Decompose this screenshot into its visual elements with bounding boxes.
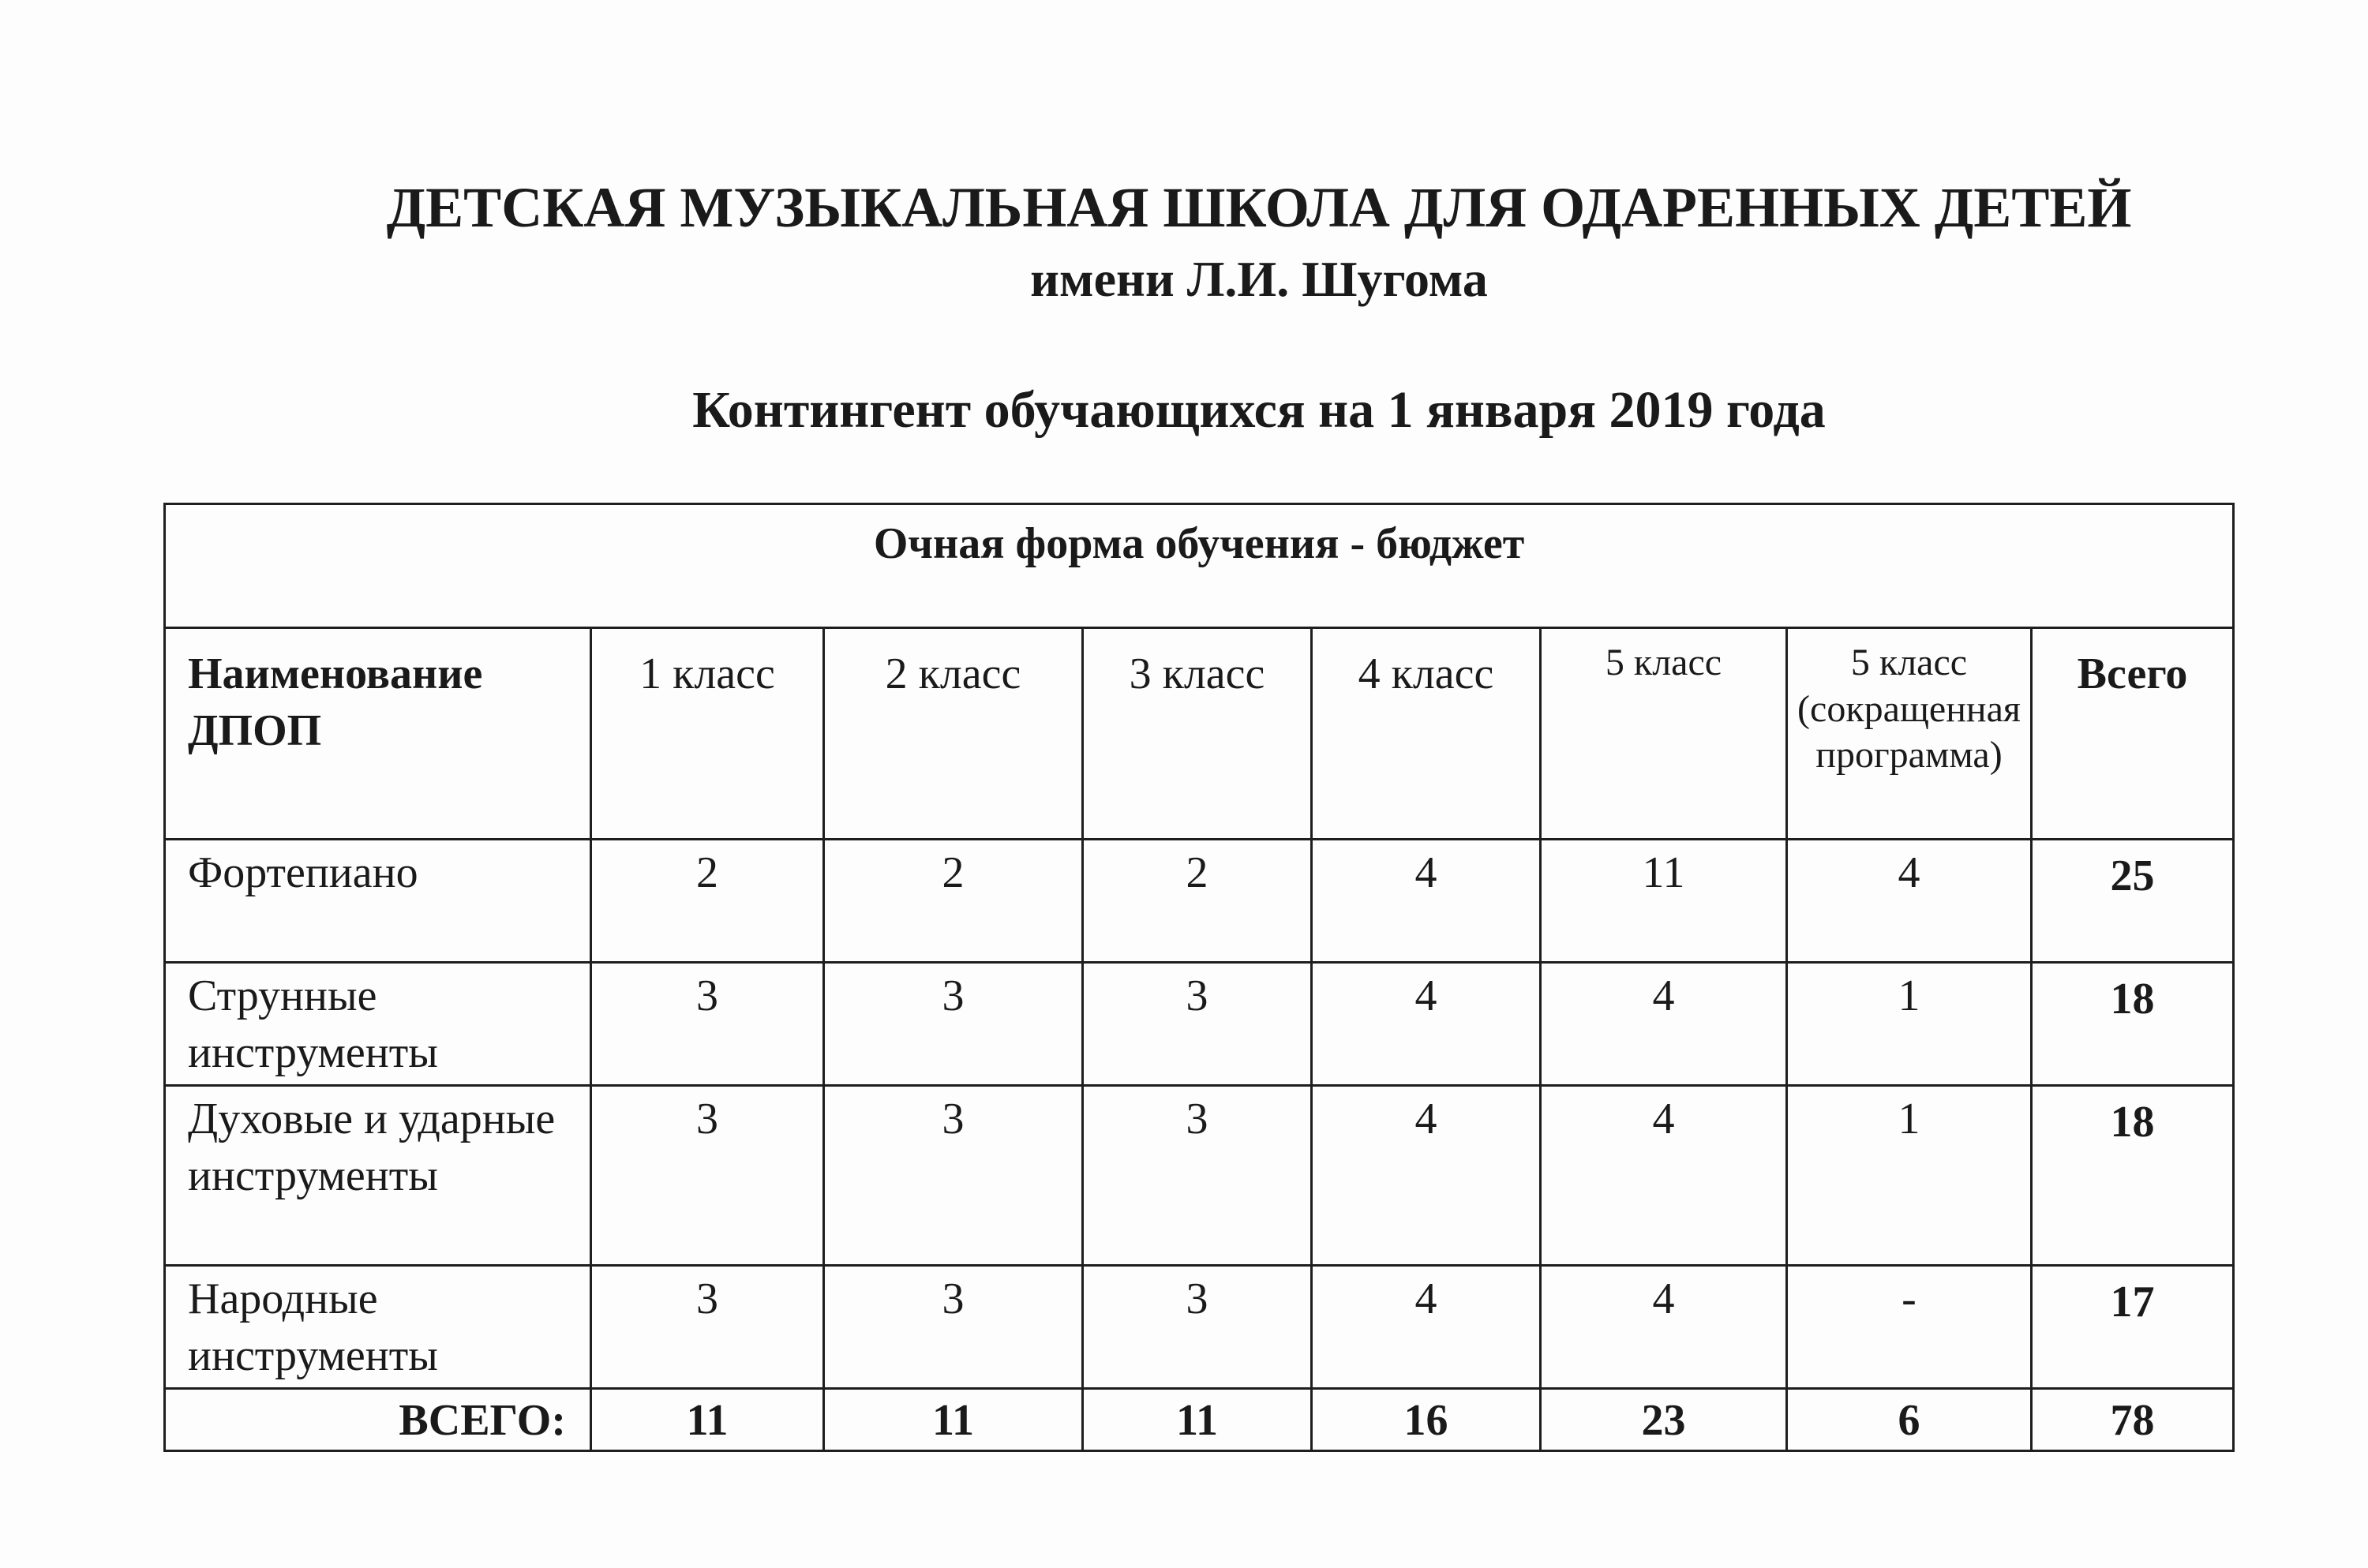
header-class-1: 1 класс — [591, 628, 824, 840]
table-row — [165, 963, 2234, 1086]
cell-class-2: 2 — [824, 840, 1083, 963]
row-program-name: Народные инструменты — [165, 1266, 591, 1389]
row-program-name: Духовые и ударные инструменты — [165, 1086, 591, 1266]
header-class-3: 3 класс — [1083, 628, 1312, 840]
cell-class-5-short: 4 — [1787, 840, 2032, 963]
row-program-name: Струнные инструменты — [165, 963, 591, 1086]
cell-class-5: 4 — [1541, 1086, 1787, 1266]
grand-total-class-5-short: 6 — [1787, 1389, 2032, 1451]
grand-total-class-4: 16 — [1312, 1389, 1541, 1451]
grand-total-class-1: 11 — [591, 1389, 824, 1451]
cell-class-3: 2 — [1083, 840, 1312, 963]
cell-class-1: 3 — [591, 1266, 824, 1389]
contingent-table — [163, 503, 2235, 1452]
cell-row-total: 18 — [2032, 963, 2234, 1086]
cell-class-2: 3 — [824, 1266, 1083, 1389]
cell-class-5-short: - — [1787, 1266, 2032, 1389]
grand-total-class-2: 11 — [824, 1389, 1083, 1451]
cell-class-2: 3 — [824, 963, 1083, 1086]
header-total: Всего — [2032, 628, 2234, 840]
cell-class-5: 4 — [1541, 1266, 1787, 1389]
cell-class-5: 4 — [1541, 963, 1787, 1086]
header-program-name: Наименование ДПОП — [165, 628, 591, 840]
table-caption: Очная форма обучения - бюджет — [165, 504, 2234, 628]
cell-class-4: 4 — [1312, 963, 1541, 1086]
header-class-5-short: 5 класс (сокращенная программа) — [1787, 628, 2032, 840]
header-class-4: 4 класс — [1312, 628, 1541, 840]
report-title: Контингент обучающихся на 1 января 2019 года — [692, 381, 1826, 439]
row-program-name: Фортепиано — [165, 840, 591, 963]
cell-class-4: 4 — [1312, 1086, 1541, 1266]
cell-class-4: 4 — [1312, 1266, 1541, 1389]
school-name: ДЕТСКАЯ МУЗЫКАЛЬНАЯ ШКОЛА ДЛЯ ОДАРЕННЫХ ДЕТЕЙ — [386, 176, 2132, 239]
grand-total-class-5: 23 — [1541, 1389, 1787, 1451]
header-class-2: 2 класс — [824, 628, 1083, 840]
cell-row-total: 18 — [2032, 1086, 2234, 1266]
header-row — [165, 628, 2234, 840]
grand-total-row — [165, 1389, 2234, 1451]
cell-class-3: 3 — [1083, 1086, 1312, 1266]
cell-class-5: 11 — [1541, 840, 1787, 963]
table-row — [165, 1086, 2234, 1266]
grand-total-label: ВСЕГО: — [165, 1389, 591, 1451]
cell-class-3: 3 — [1083, 1266, 1312, 1389]
cell-row-total: 25 — [2032, 840, 2234, 963]
grand-total-all: 78 — [2032, 1389, 2234, 1451]
header-class-5: 5 класс — [1541, 628, 1787, 840]
cell-class-1: 3 — [591, 963, 824, 1086]
cell-class-2: 3 — [824, 1086, 1083, 1266]
cell-class-1: 3 — [591, 1086, 824, 1266]
cell-row-total: 17 — [2032, 1266, 2234, 1389]
table-row — [165, 840, 2234, 963]
cell-class-3: 3 — [1083, 963, 1312, 1086]
cell-class-1: 2 — [591, 840, 824, 963]
grand-total-class-3: 11 — [1083, 1389, 1312, 1451]
cell-class-4: 4 — [1312, 840, 1541, 963]
table-row — [165, 1266, 2234, 1389]
school-subtitle: имени Л.И. Шугома — [1030, 251, 1488, 307]
cell-class-5-short: 1 — [1787, 963, 2032, 1086]
cell-class-5-short: 1 — [1787, 1086, 2032, 1266]
